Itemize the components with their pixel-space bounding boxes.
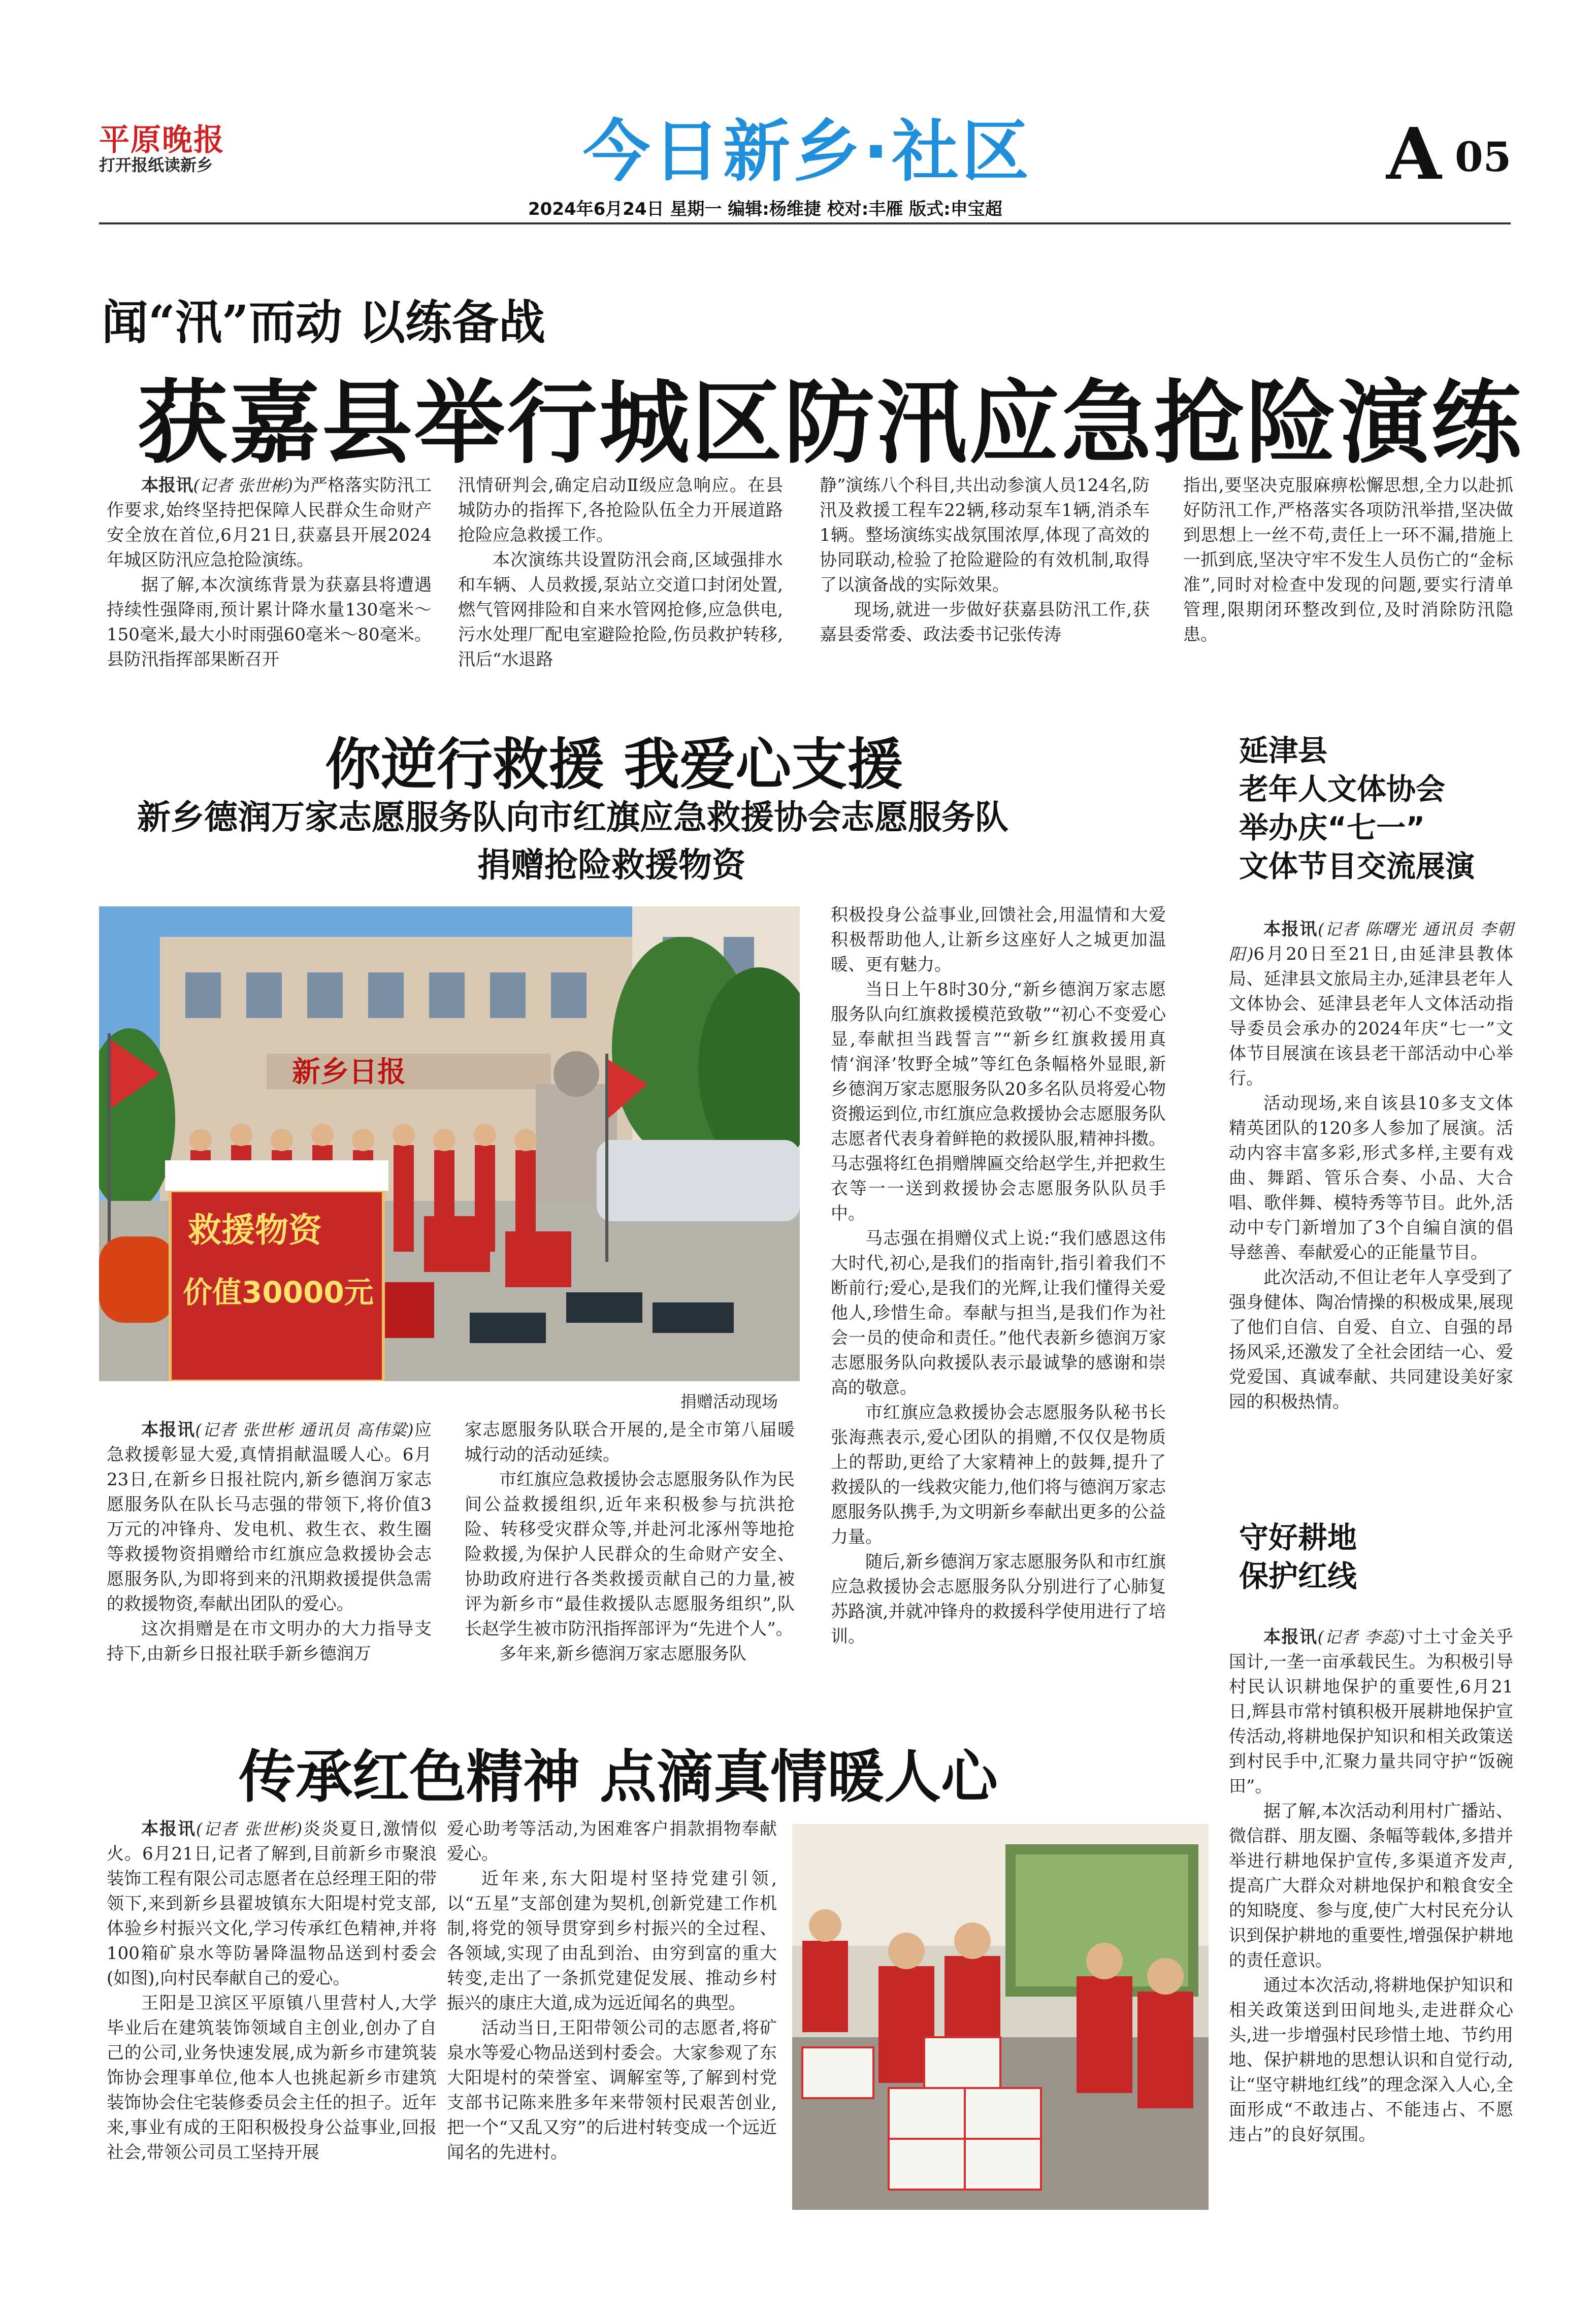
section-title: 今日新乡·社区 <box>582 113 1032 191</box>
building-sign-text: 新乡日报 <box>292 1055 406 1089</box>
article2-text: 市红旗应急救援协会志愿服务队秘书长张海燕表示,爱心团队的捐赠,不仅仅是物质上的帮助,更给了大家精神上的鼓舞,提升了救援队的一线救灾能力,他们将与德润万家志愿服务队携手,为文明新乡奉献出更多的公益力量。 <box>831 1402 1166 1547</box>
masthead-divider <box>99 222 1511 224</box>
side1-text: 此次活动,不但让老年人享受到了强身健体、陶冶情操的积极成果,展现了他们自信、自爱、自立、自强的昂扬风采,还激发了全社会团结一心、爱党爱国、真诚奉献、共同建设美好家园的积极热情。 <box>1229 1267 1513 1412</box>
article2-col2 <box>465 1418 795 1667</box>
newspaper-slogan: 打开报纸读新乡 <box>99 155 213 175</box>
page-letter: A <box>1386 113 1442 196</box>
dateline: 2024年6月24日 星期一 编辑:杨维捷 校对:丰雁 版式:申宝超 <box>528 199 1002 219</box>
side2-headline-line: 守好耕地 <box>1239 1520 1357 1555</box>
article1-text: 本次演练共设置防汛会商,区域强排水和车辆、人员救援,泵站立交道口封闭处置,燃气管网排险和自来水管网抢修,应急供电,污水处理厂配电室避险抢险,伤员救护转移,汛后“水退路 <box>458 550 783 670</box>
article2-text: 市红旗应急救援协会志愿服务队作为民间公益救援组织,近年来积极参与抗洪抢险、转移受灾群众等,并赴河北涿州等地抢险救援,为保护人民群众的生命财产安全、协助政府进行各类救援贡献自己的力量,被评为新乡市“最佳救援队志愿服务组织”,队长赵学生被市防汛指挥部评为“先进个人”。 <box>465 1470 795 1639</box>
article3-text: 炎炎夏日,激情似火。6月21日,记者了解到,目前新乡市聚浪装饰工程有限公司志愿者在总经理王阳的带领下,来到新乡县翟坡镇东大阳堤村党支部,体验乡村振兴文化,学习传承红色精神,并将100箱矿泉水等防暑降温物品送到村委会(如图),向村民奉献自己的爱心。 <box>107 1819 437 1988</box>
article2-text: 当日上午8时30分,“新乡德润万家志愿服务队向红旗救援模范致敬”“初心不变爱心显,奉献担当践誓言”“新乡红旗救援用真情‘润泽’牧野全城”等红色条幅格外显眼,新乡德润万家志愿服务队20多名队员将爱心物资搬运到位,市红旗应急救援协会志愿服务队志愿者代表身着鲜艳的救援队服,精神抖擞。马志强将红色捐赠牌匾交给赵学生,并把救生衣等一一送到救援协会志愿服务队队员手中。 <box>831 980 1166 1224</box>
article1-byline: (记者 张世彬) <box>193 476 293 495</box>
donation-sign-value: 价值30000元 <box>183 1275 374 1310</box>
side1-text: 6月20日至21日,由延津县教体局、延津县文旅局主办,延津县老年人文体协会、延津县老年人文体活动指导委员会承办的2024年庆“七一”文体节目展演在该县老干部活动中心举行。 <box>1229 944 1513 1089</box>
article2-text: 家志愿服务队联合开展的,是全市第八届暖城行动的活动延续。 <box>465 1420 795 1465</box>
article3-col1 <box>107 1817 437 2165</box>
article1-text: 现场,就进一步做好获嘉县防汛工作,获嘉县委常委、政法委书记张传涛 <box>820 600 1150 645</box>
article2-lead: 本报讯 <box>141 1420 196 1440</box>
article3-text: 王阳是卫滨区平原镇八里营村人,大学毕业后在建筑装饰领域自主创业,创办了自己的公司,业务快速发展,成为新乡市建筑装饰协会理事单位,他本人也挑起新乡市建筑装饰协会住宅装修委员会主任的担子。近年来,事业有成的王阳积极投身公益事业,回报社会,带领公司员工坚持开展 <box>107 1993 437 2163</box>
photo-caption: 捐赠活动现场 <box>680 1392 778 1411</box>
article2-text: 积极投身公益事业,回馈社会,用温情和大爱积极帮助他人,让新乡这座好人之城更加温暖、更有魅力。 <box>831 905 1166 975</box>
article1-col1 <box>107 473 432 672</box>
side2-headline <box>1239 1518 1523 1595</box>
side2-lead: 本报讯 <box>1263 1627 1318 1647</box>
article2-subhead: 捐赠抢险救援物资 <box>477 845 745 885</box>
article2-text: 多年来,新乡德润万家志愿服务队 <box>499 1644 746 1664</box>
side1-byline: (记者 陈曙光 通讯员 李朝阳) <box>1229 920 1513 964</box>
article1-lead: 本报讯 <box>141 475 193 496</box>
side1-headline-line: 举办庆“七一” <box>1239 810 1425 845</box>
donation-photo-illustration <box>99 906 800 1381</box>
article3-lead: 本报讯 <box>141 1819 197 1839</box>
article1-text: 据了解,本次演练背景为获嘉县将遭遇持续性强降雨,预计累计降水量130毫米～150毫米,最大小时雨强60毫米～80毫米。县防汛指挥部果断召开 <box>107 575 432 670</box>
article3-col2 <box>447 1817 777 2165</box>
article1-col2 <box>458 473 783 672</box>
article3-text: 爱心助考等活动,为困难客户捐款捐物奉献爱心。 <box>447 1819 777 1864</box>
donation-sign-title: 救援物资 <box>188 1211 322 1250</box>
article3-byline: (记者 张世彬) <box>196 1819 303 1839</box>
side2-headline-line: 保护红线 <box>1239 1559 1357 1593</box>
article1-kicker: 闻“汛”而动 以练备战 <box>102 295 545 350</box>
article1-text: 汛情研判会,确定启动Ⅱ级应急响应。在县城防办的指挥下,各抢险队伍全力开展道路抢险应急救援工作。 <box>458 475 783 545</box>
article1-text: 指出,要坚决克服麻痹松懈思想,全力以赴抓好防汛工作,严格落实各项防汛举措,坚决做到思想上一丝不苟,责任上一环不漏,措施上一抓到底,坚决守牢不发生人员伤亡的“金标准”,同时对检查中发现的问题,要实行清单管理,限期闭环整改到位,及时消除防汛隐患。 <box>1183 475 1513 645</box>
side2-byline: (记者 李蕊) <box>1317 1627 1405 1647</box>
article3-text: 近年来,东大阳堤村坚持党建引领,以“五星”支部创建为契机,创新党建工作机制,将党的领导贯穿到乡村振兴的全过程、各领域,实现了由乱到治、由穷到富的重大转变,走出了一条抓党建促发展、推动乡村振兴的康庄大道,成为远近闻名的典型。 <box>447 1869 777 2013</box>
donation-photo <box>99 906 800 1381</box>
article2-col1 <box>107 1418 432 1667</box>
side2-text: 通过本次活动,将耕地保护知识和相关政策送到田间地头,走进群众心头,进一步增强村民珍惜土地、节约用地、保护耕地的思想认识和自觉行动,让“坚守耕地红线”的理念深入人心,全面形成“不敢违占、不能违占、不愿违占”的良好氛围。 <box>1229 1975 1513 2145</box>
article2-subhead: 新乡德润万家志愿服务队向市红旗应急救援协会志愿服务队 <box>137 797 1008 837</box>
volunteers-photo-illustration <box>792 1824 1209 2210</box>
page-number: 05 <box>1455 133 1512 181</box>
article3-text: 活动当日,王阳带领公司的志愿者,将矿泉水等爱心物品送到村委会。大家参观了东大阳堤村的荣誉室、调解室等,了解到村党支部书记陈来胜多年来带领村民艰苦创业,把一个“又乱又穷”的后进村转变成一个远近闻名的先进村。 <box>447 2018 777 2163</box>
article2-text: 这次捐赠是在市文明办的大力指导支持下,由新乡日报社联手新乡德润万 <box>107 1619 432 1664</box>
side1-headline-line: 文体节目交流展演 <box>1239 849 1475 884</box>
article1-col4 <box>1183 473 1513 647</box>
newspaper-logo: 平原晚报 <box>99 122 225 158</box>
side1-text: 活动现场,来自该县10多支文体精英团队的120多人参加了展演。活动内容丰富多彩,形式多样,主要有戏曲、舞蹈、管乐合奏、小品、大合唱、歌伴舞、模特秀等节目。此外,活动中专门新增加了3个自编自演的倡导慈善、奉献爱心的正能量节目。 <box>1229 1093 1513 1263</box>
side1-lead: 本报讯 <box>1263 919 1318 939</box>
article2-byline: (记者 张世彬 通讯员 高伟粱) <box>195 1420 414 1440</box>
article3-headline: 传承红色精神 点滴真情暖人心 <box>239 1744 998 1810</box>
article1-headline: 获嘉县举行城区防汛应急抢险演练 <box>137 371 1523 476</box>
volunteers-photo <box>792 1824 1209 2210</box>
side2-text: 据了解,本次活动利用村广播站、微信群、朋友圈、条幅等载体,多措并举进行耕地保护宣传,多渠道齐发声,提高广大群众对耕地保护和粮食安全的知晓度、参与度,使广大村民充分认识到保护耕地的重要性,增强保护耕地的责任意识。 <box>1229 1801 1513 1971</box>
article1-col3 <box>820 473 1150 647</box>
article1-text: 静”演练八个科目,共出动参演人员124名,防汛及救援工程车22辆,移动泵车1辆,消杀车1辆。整场演练实战氛围浓厚,体现了高效的协同联动,检验了抢险避险的有效机制,取得了以演备战的实际效果。 <box>820 475 1150 595</box>
article2-text: 应急救援彰显大爱,真情捐献温暖人心。6月23日,在新乡日报社院内,新乡德润万家志愿服务队在队长马志强的带领下,将价值3万元的冲锋舟、发电机、救生衣、救生圈等救援物资捐赠给市红旗应急救援协会志愿服务队,为即将到来的汛期救援提供急需的救援物资,奉献出团队的爱心。 <box>107 1420 432 1614</box>
article1-text: 为严格落实防汛工作要求,始终坚持把保障人民群众生命财产安全放在首位,6月21日,获嘉县开展2024年城区防汛应急抢险演练。 <box>107 475 432 570</box>
side1-headline-line: 老年人文体协会 <box>1239 772 1446 806</box>
article2-col3 <box>831 903 1166 1649</box>
article2-text: 随后,新乡德润万家志愿服务队和市红旗应急救援协会志愿服务队分别进行了心肺复苏路演,并就冲锋舟的救援科学使用进行了培训。 <box>831 1552 1166 1647</box>
article2-text: 马志强在捐赠仪式上说:“我们感恩这伟大时代,初心,是我们的指南针,指引着我们不断前行;爱心,是我们的光辉,让我们懂得关爱他人,珍惜生命。奉献与担当,是我们作为社会一员的使命和责任。”他代表新乡德润万家志愿服务队向救援队表示最诚挚的感谢和崇高的敬意。 <box>831 1228 1166 1398</box>
side1-body <box>1229 917 1513 1415</box>
side2-text: 寸土寸金关乎国计,一垄一亩承载民生。为积极引导村民认识耕地保护的重要性,6月21日,辉县市常村镇积极开展耕地保护宣传活动,将耕地保护知识和相关政策送到村民手中,汇聚力量共同守护“饭碗田”。 <box>1229 1627 1513 1797</box>
side1-headline-line: 延津县 <box>1239 733 1328 768</box>
side1-headline <box>1239 731 1523 886</box>
article2-headline: 你逆行救援 我爱心支援 <box>325 732 903 797</box>
side2-body <box>1229 1625 1513 2147</box>
